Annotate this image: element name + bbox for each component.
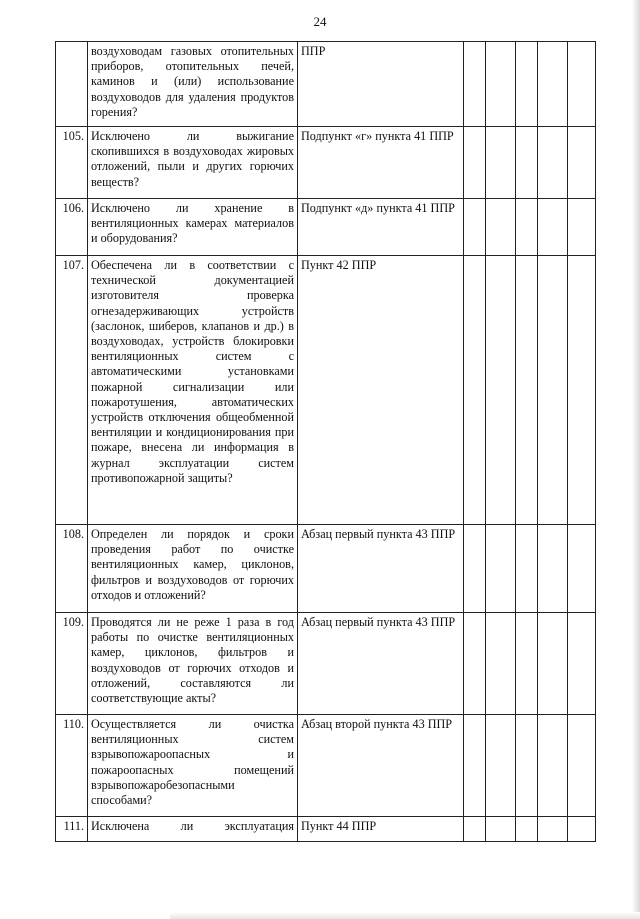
answer-cell <box>486 613 516 715</box>
scan-edge-shadow <box>632 0 640 919</box>
checklist-table <box>55 41 596 842</box>
answer-cell <box>538 817 568 842</box>
answer-cell <box>538 127 568 199</box>
answer-cell <box>538 256 568 525</box>
answer-cell <box>486 127 516 199</box>
row-reference: Пункт 42 ППР <box>298 256 464 525</box>
answer-cell <box>486 525 516 613</box>
answer-cell <box>538 613 568 715</box>
table-row <box>56 525 596 613</box>
answer-cell <box>486 256 516 525</box>
row-number: 111. <box>56 817 88 842</box>
row-question: Исключена ли эксплуатация <box>88 817 298 842</box>
answer-cell <box>516 817 538 842</box>
answer-cell <box>538 42 568 127</box>
answer-cell <box>538 715 568 817</box>
answer-cell <box>568 256 596 525</box>
table-row <box>56 199 596 256</box>
row-number: 106. <box>56 199 88 256</box>
table-row <box>56 613 596 715</box>
answer-cell <box>516 525 538 613</box>
row-question: воздуховодам газовых отопительных приборов, отопительных печей, каминов и (или) использование воздуховодов для удаления продуктов горения? <box>88 42 298 127</box>
answer-cell <box>568 715 596 817</box>
row-question: Осуществляется ли очистка вентиляционных систем взрывопожароопасных и пожароопасных помещений взрывопожаробезопасными способами? <box>88 715 298 817</box>
page-number: 24 <box>313 14 327 29</box>
answer-cell <box>486 199 516 256</box>
row-question: Проводятся ли не реже 1 раза в год работы по очистке вентиляционных камер, циклонов, фильтров и воздуховодов от горючих отходов и отложений, составляются ли соответствующие акты? <box>88 613 298 715</box>
answer-cell <box>538 525 568 613</box>
answer-cell <box>464 199 486 256</box>
row-number: 109. <box>56 613 88 715</box>
answer-cell <box>516 199 538 256</box>
table-row <box>56 42 596 127</box>
answer-cell <box>516 715 538 817</box>
answer-cell <box>464 256 486 525</box>
answer-cell <box>464 42 486 127</box>
answer-cell <box>568 613 596 715</box>
answer-cell <box>464 525 486 613</box>
answer-cell <box>464 127 486 199</box>
row-question: Исключено ли выжигание скопившихся в воздуховодах жировых отложений, пыли и других горючих веществ? <box>88 127 298 199</box>
answer-cell <box>464 817 486 842</box>
row-reference: Подпункт «г» пункта 41 ППР <box>298 127 464 199</box>
row-reference: ППР <box>298 42 464 127</box>
table-row <box>56 715 596 817</box>
row-question: Исключено ли хранение в вентиляционных камерах материалов и оборудования? <box>88 199 298 256</box>
answer-cell <box>516 256 538 525</box>
answer-cell <box>516 127 538 199</box>
row-question: Определен ли порядок и сроки проведения работ по очистке вентиляционных камер, циклонов, фильтров и воздуховодов от горючих отходов и отложений? <box>88 525 298 613</box>
answer-cell <box>464 715 486 817</box>
answer-cell <box>486 42 516 127</box>
row-question: Обеспечена ли в соответствии с технической документацией изготовителя проверка огнезадерживающих устройств (заслонок, шиберов, клапанов и др.) в воздуховодах, устройств блокировки вентиляционных систем с автоматическими установками пожарной сигнализации или пожаротушения, автоматических устройств отключения общеобменной вентиляции и кондиционирования при пожаре, внесена ли информация в журнал эксплуатации систем противопожарной защиты? <box>88 256 298 525</box>
row-number: 107. <box>56 256 88 525</box>
answer-cell <box>516 613 538 715</box>
answer-cell <box>516 42 538 127</box>
answer-cell <box>568 127 596 199</box>
answer-cell <box>568 817 596 842</box>
answer-cell <box>568 199 596 256</box>
row-number: 108. <box>56 525 88 613</box>
table-row <box>56 127 596 199</box>
answer-cell <box>568 42 596 127</box>
row-reference: Абзац второй пункта 43 ППР <box>298 715 464 817</box>
row-reference: Подпункт «д» пункта 41 ППР <box>298 199 464 256</box>
row-number: 105. <box>56 127 88 199</box>
row-reference: Абзац первый пункта 43 ППР <box>298 613 464 715</box>
answer-cell <box>486 715 516 817</box>
table-row <box>56 817 596 842</box>
row-reference: Абзац первый пункта 43 ППР <box>298 525 464 613</box>
row-number: 110. <box>56 715 88 817</box>
answer-cell <box>568 525 596 613</box>
row-reference: Пункт 44 ППР <box>298 817 464 842</box>
answer-cell <box>464 613 486 715</box>
scan-bottom-shadow <box>170 912 640 919</box>
table-row <box>56 256 596 525</box>
answer-cell <box>538 199 568 256</box>
row-number <box>56 42 88 127</box>
answer-cell <box>486 817 516 842</box>
